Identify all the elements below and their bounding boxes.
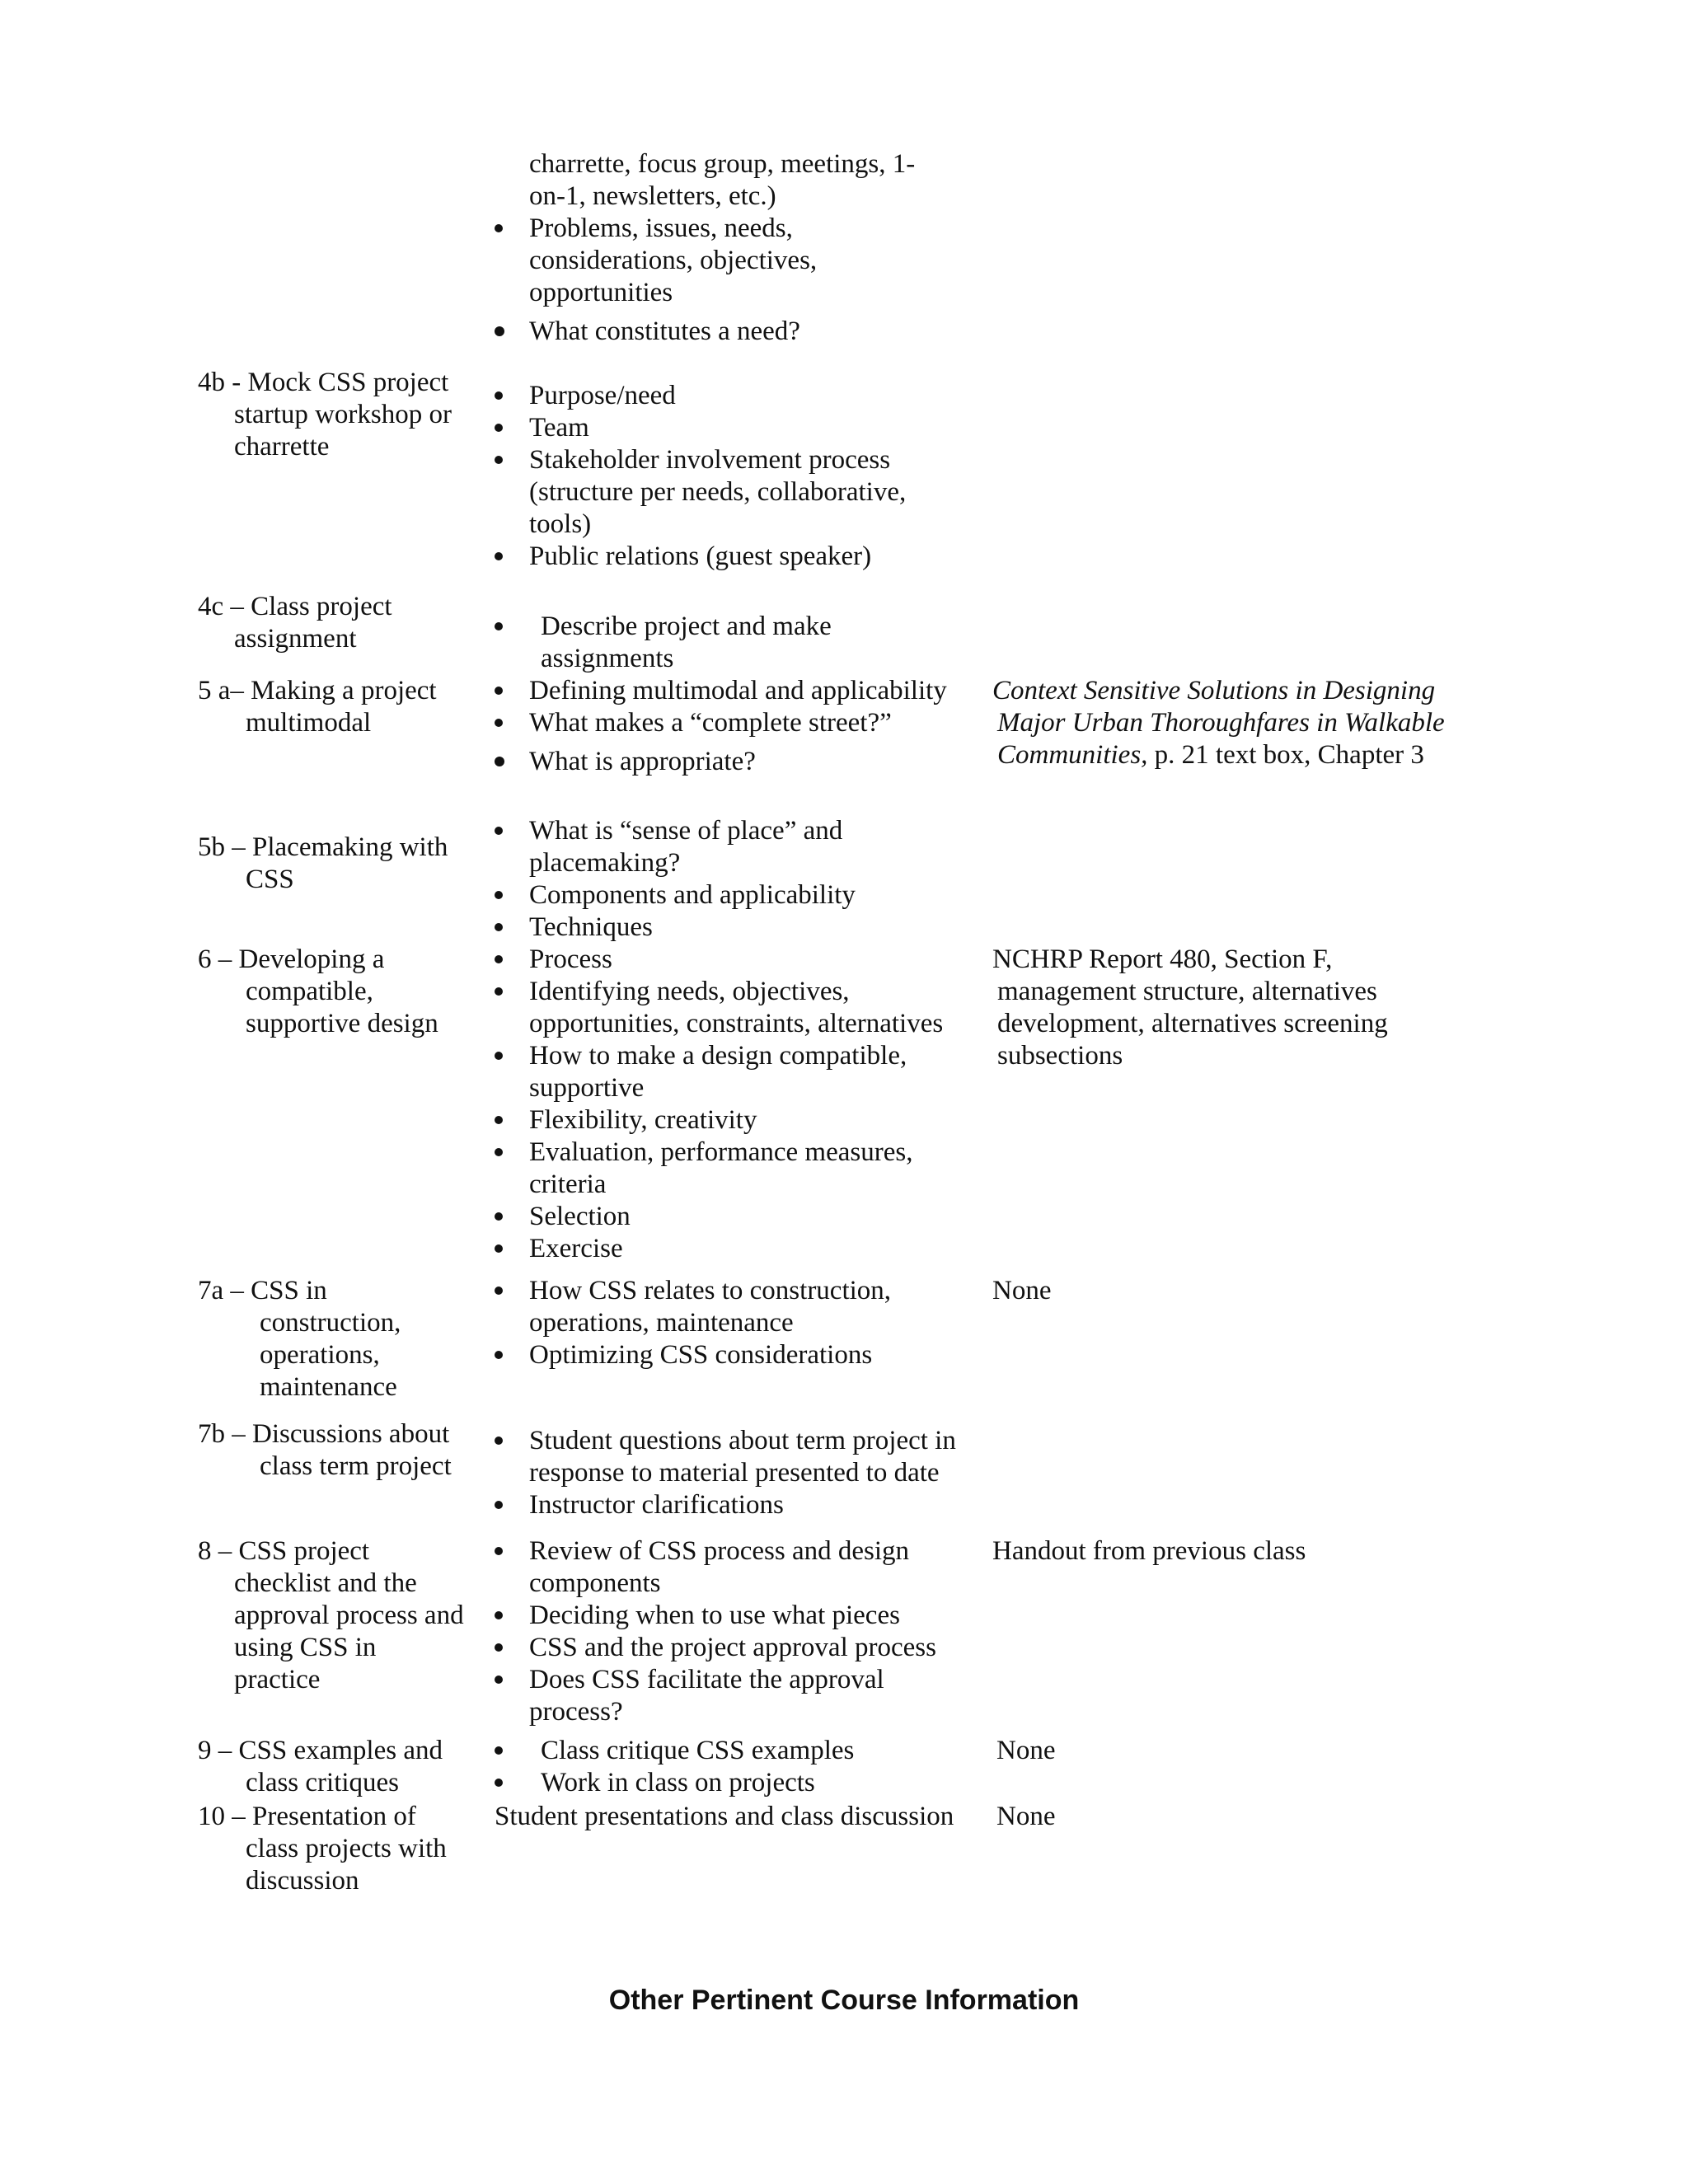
bullet-item: Purpose/need xyxy=(493,380,971,412)
bullet-icon xyxy=(495,923,503,931)
bullet-icon xyxy=(495,827,503,835)
topic-9: 9 – CSS examples and class critiques xyxy=(198,1736,443,1797)
continuation-line: on-1, newsletters, etc.) xyxy=(529,181,776,211)
continuation-line: charrette, focus group, meetings, 1- xyxy=(529,149,916,179)
bullet-item: Optimizing CSS considerations xyxy=(493,1339,971,1371)
bullet-list-8 xyxy=(493,1535,971,1728)
topic-5a: 5 a– Making a project multimodal xyxy=(198,676,437,738)
bullet-icon xyxy=(495,687,503,695)
topic-10: 10 – Presentation of class projects with discussion xyxy=(198,1802,447,1896)
bullet-item: Techniques xyxy=(493,912,971,944)
bullet-item: Evaluation, performance measures, criteria xyxy=(493,1137,971,1201)
bullet-icon xyxy=(495,1746,503,1755)
reference-8: Handout from previous class xyxy=(992,1536,1306,1566)
bullet-item: Instructor clarifications xyxy=(493,1489,971,1521)
bullet-item: Work in class on projects xyxy=(493,1767,971,1799)
bullet-item: Public relations (guest speaker) xyxy=(493,541,971,573)
reference-7a: None xyxy=(992,1276,1052,1305)
bullet-item: Class critique CSS examples xyxy=(493,1735,971,1767)
bullet-item: Review of CSS process and design components xyxy=(493,1535,971,1600)
bullet-icon xyxy=(495,757,504,766)
plain-text-10: Student presentations and class discussion xyxy=(495,1802,954,1831)
bullet-icon xyxy=(495,1547,503,1555)
topic-5b: 5b – Placemaking with CSS xyxy=(198,832,448,894)
topic-6: 6 – Developing a compatible, supportive design xyxy=(198,944,438,1038)
bullet-icon xyxy=(495,326,504,336)
bullet-icon xyxy=(495,1675,503,1684)
bullet-item: Deciding when to use what pieces xyxy=(493,1600,971,1632)
reference-10: None xyxy=(996,1802,1056,1831)
bullet-icon xyxy=(495,1212,503,1221)
bullet-icon xyxy=(495,987,503,996)
bullet-list-4c xyxy=(493,611,971,675)
bullet-icon xyxy=(495,1779,503,1787)
bullet-list-6 xyxy=(493,944,971,1265)
bullet-item: Team xyxy=(493,412,971,444)
bullet-list-5a xyxy=(493,675,971,778)
bullet-icon xyxy=(495,1611,503,1619)
bullet-icon xyxy=(495,955,503,963)
reference-6: NCHRP Report 480, Section F, management structure, alternatives development, alternatives screening subsections xyxy=(992,944,1388,1071)
bullet-list-7a xyxy=(493,1275,971,1371)
bullet-icon xyxy=(495,224,503,232)
bullet-item: What makes a “complete street?” xyxy=(493,707,971,739)
bullet-item: Flexibility, creativity xyxy=(493,1104,971,1137)
bullet-icon xyxy=(495,424,503,432)
bullet-item: How CSS relates to construction, operations, maintenance xyxy=(493,1275,971,1339)
bullet-item: What is “sense of place” and placemaking? xyxy=(493,815,971,879)
bullet-list-9 xyxy=(493,1735,971,1799)
reference-9: None xyxy=(996,1736,1056,1765)
bullet-item: CSS and the project approval process xyxy=(493,1632,971,1664)
bullet-item: Components and applicability xyxy=(493,879,971,912)
bullet-item: Identifying needs, objectives, opportunities, constraints, alternatives xyxy=(493,976,971,1040)
bullet-item: Process xyxy=(493,944,971,976)
bullet-list-7b xyxy=(493,1425,971,1521)
topic-7b: 7b – Discussions about class term project xyxy=(198,1419,452,1481)
bullet-icon xyxy=(495,1643,503,1652)
bullet-item: How to make a design compatible, supportive xyxy=(493,1040,971,1104)
bullet-icon xyxy=(495,1501,503,1509)
bullet-list-4b xyxy=(493,380,971,573)
bullet-icon xyxy=(495,719,503,727)
bullet-icon xyxy=(495,622,503,630)
bullet-icon xyxy=(495,1244,503,1253)
topic-4b: 4b - Mock CSS project startup workshop or charrette xyxy=(198,368,452,462)
bullet-icon xyxy=(495,1286,503,1295)
bullet-item: Stakeholder involvement process (structure per needs, collaborative, tools) xyxy=(493,444,971,541)
bullet-icon xyxy=(495,552,503,560)
bullet-item: Does CSS facilitate the approval process? xyxy=(493,1664,971,1728)
bullet-item: Defining multimodal and applicability xyxy=(493,675,971,707)
bullet-list-5b xyxy=(493,815,971,944)
section-heading: Other Pertinent Course Information xyxy=(608,1985,1080,2016)
continuation-text xyxy=(529,148,958,213)
reference-5a: Context Sensitive Solutions in Designing Major Urban Thoroughfares in Walkable Communities, p. 21 text box, Chapter 3 xyxy=(992,676,1445,770)
bullet-item: Problems, issues, needs, considerations, objectives, opportunities xyxy=(493,213,971,309)
bullet-item: Describe project and make assignments xyxy=(493,611,971,675)
bullet-item: Exercise xyxy=(493,1233,971,1265)
bullet-icon xyxy=(495,891,503,899)
topic-4c: 4c – Class project assignment xyxy=(198,592,392,654)
topic-8: 8 – CSS project checklist and the approval process and using CSS in practice xyxy=(198,1536,464,1694)
bullet-icon xyxy=(495,1116,503,1124)
bullet-icon xyxy=(495,391,503,400)
bullet-item: What constitutes a need? xyxy=(493,316,971,348)
bullet-icon xyxy=(495,1148,503,1156)
bullet-item: Selection xyxy=(493,1201,971,1233)
bullet-icon xyxy=(495,1351,503,1359)
topic-7a: 7a – CSS in construction, operations, maintenance xyxy=(198,1276,401,1402)
bullet-item: Student questions about term project in response to material presented to date xyxy=(493,1425,971,1489)
bullet-item: What is appropriate? xyxy=(493,746,971,778)
bullet-icon xyxy=(495,1436,503,1445)
bullet-list-intro xyxy=(493,213,971,348)
bullet-icon xyxy=(495,456,503,464)
bullet-icon xyxy=(495,1052,503,1060)
